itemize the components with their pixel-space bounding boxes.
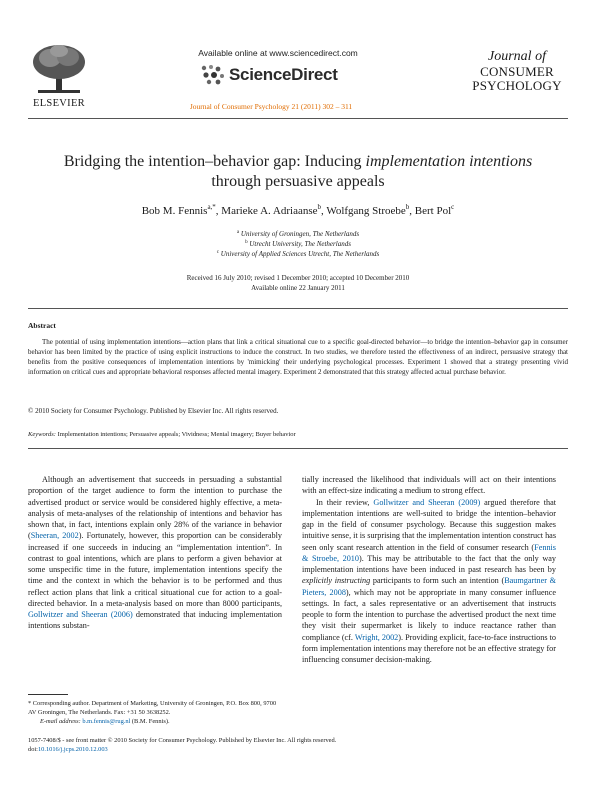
author-separator: , [215,205,222,217]
author-name: Bob M. Fennis [141,205,208,217]
keywords-divider [28,448,568,449]
doi-label: doi: [28,746,38,753]
citation-link[interactable]: Fennis & Stroebe, 2010 [302,542,556,563]
received-dates: Received 16 July 2010; revised 1 December 2010; accepted 10 December 2010 [186,274,410,282]
author-list [28,203,568,217]
affil-text: Utrecht University, The Netherlands [249,240,351,248]
front-matter-line: 1057-7408/$ - see front matter © 2010 Society for Consumer Psychology. Published by Elsevier Inc. All rights reserved. [28,737,337,744]
keywords [28,430,568,439]
keywords-list: Implementation intentions; Persuasive appeals; Vividness; Mental imagery; Buyer behavior [57,431,296,438]
email-link[interactable]: b.m.fennis@rug.nl [82,718,131,725]
author-separator: , [409,205,415,217]
footnote-address: * Corresponding author. Department of Marketing, University of Groningen, P.O. Box 800, 9700 AV Groningen, The Netherlands. Fax: +31 50 3638252. [28,700,277,716]
affiliation [28,228,568,238]
elsevier-tree-icon [28,42,90,94]
citation-link[interactable]: Sheeran, 2002 [30,531,79,541]
title-part2: through persuasive appeals [211,173,385,190]
journal-logo-line1: Journal of [488,49,546,64]
abstract-divider [28,308,568,309]
affiliation [28,248,568,258]
abstract-heading: Abstract [28,321,56,330]
author-affil-marker[interactable]: b [405,203,410,211]
text-run: ). Providing explicit, face-to-face instructions to form implementation intentions may therefore not be an effective strategy for influencing consumer decision-making. [302,632,556,664]
journal-logo-line2: CONSUMER [480,64,554,79]
sciencedirect-dots-icon [200,64,226,86]
text-run: ), which may not be appropriate in many consumer influence settings. In fact, a sales representative or an advertisement that instructs people to form the intention to purchase the advertised product the next time they visit their supermarket is likely to induce reactance rather than compliance (cf. [302,587,556,642]
header-divider [28,118,568,119]
body-paragraph: tially increased the likelihood that individuals will act on their intentions with an effect-size indicating a medium to strong effect. [302,475,556,496]
affil-text: University of Applied Sciences Utrecht, The Netherlands [220,250,380,258]
citation-link[interactable]: Baumgartner & Pieters, 2008 [302,576,557,597]
email-suffix: (B.M. Fennis). [130,718,170,725]
body-column-right [302,474,556,665]
author-separator: , [321,205,327,217]
body-paragraph [302,497,556,666]
author-affil-marker[interactable]: b [317,203,322,211]
text-run: ). This may be attributable to the fact that the only way implementation intentions have been induced in past research has been by [302,553,556,574]
author-affil-marker[interactable]: a,* [207,203,216,211]
keywords-label: Keywords: [28,431,56,438]
text-run: demonstrated that inducing implementation intentions substan- [28,610,282,631]
doi-line [28,745,428,754]
affiliation-list [28,228,568,258]
abstract-body: The potential of using implementation intentions—action plans that link a critical situational cue to a specific goal-directed behavior—to bridge the intention–behavior gap in consumer behavior has been limited by the practice of using explicit instructions to induce the construct. In two studies, we therefore tested the effectiveness of an indirect, persuasive strategy that benefits from the positive consequences of implementation intentions by 'mimicking' their underlying psychological processes. Experiment 1 showed that a strategy presenting vivid information on critical cues and appropriate behavioral responses affected mental imagery. Experiment 2 demonstrated that this strategy affected actual purchase behavior. [28,338,568,376]
author-name: Bert Pol [414,205,452,217]
doi-link[interactable]: 10.1016/j.jcps.2010.12.003 [37,746,108,753]
article-title [28,152,568,192]
affil-marker: c [216,250,220,255]
journal-logo-line3: PSYCHOLOGY [472,78,562,93]
text-run: ). Fortunately, however, this proportion can be considerably increased if one succeeds in inducing an “implementation intention”. In contrast to goal intentions, which are plans to perform a given behavior at some unspecific time in the future, implementation intentions specify the time and the context in which the behavior is to be performed and thus reflect action plans that link a critical situational cue for action to a goal-directed behavior. In a meta-analysis based on more than 8000 participants, [28,531,282,608]
citation-link[interactable]: Gollwitzer and Sheeran (2009) [373,497,481,507]
article-dates [28,274,568,293]
available-online-link[interactable]: Available online at www.sciencedirect.com [198,48,358,58]
author-name: Marieke A. Adriaanse [221,205,318,217]
abstract-copyright: © 2010 Society for Consumer Psychology. Published by Elsevier Inc. All rights reserved. [28,407,279,415]
affil-marker: a [236,230,240,235]
author-affil-marker[interactable]: c [451,203,455,211]
citation-link[interactable]: Wright, 2002 [354,632,399,642]
journal-logo [462,50,572,92]
corresponding-author-footnote [28,699,282,726]
available-date: Available online 22 January 2011 [251,283,345,292]
affiliation [28,238,568,248]
title-part1: Bridging the intention–behavior gap: Inducing [63,153,366,170]
footnote-email [28,717,282,726]
sciencedirect-brand[interactable] [200,62,338,88]
sciencedirect-wordmark: ScienceDirect [229,65,338,84]
page-footer [28,736,428,754]
affil-text: University of Groningen, The Netherlands [240,230,360,238]
body-paragraph [28,474,282,632]
text-run: In their review, [316,497,374,507]
emphasis-run: explicitly instructing [302,576,371,586]
text-run: participants to form such an intention ( [370,576,505,586]
affil-marker: b [245,240,248,245]
email-label: E-mail address: [40,718,81,725]
citation-link[interactable]: Gollwitzer and Sheeran (2006) [28,610,133,619]
text-run: argued therefore that implementation intentions are well-suited to bridge the intention–behavior gap in the field of consumer psychology. Because this suggestion makes intuitive sense, it is surprising that the implementation intention construct has seen only scant research attention in the field of consumer research ( [302,497,557,552]
title-emphasis: implementation intentions [365,153,533,170]
footnote-divider [28,694,68,695]
body-column-left [28,474,282,632]
text-run: Although an advertisement that succeeds in persuading a substantial proportion of the target audience to form the intention to purchase the advertised product or service would be considered highly effective, a meta-analysis of meta-analyses of the relationship of intentions and behavior has shown that, in fact, intentions explain only 28% of the variance in behavior ( [28,475,282,541]
journal-reference[interactable]: Journal of Consumer Psychology 21 (2011) 302 – 311 [189,102,353,111]
publisher-name: ELSEVIER [33,98,85,109]
author-name: Wolfgang Stroebe [326,205,406,217]
